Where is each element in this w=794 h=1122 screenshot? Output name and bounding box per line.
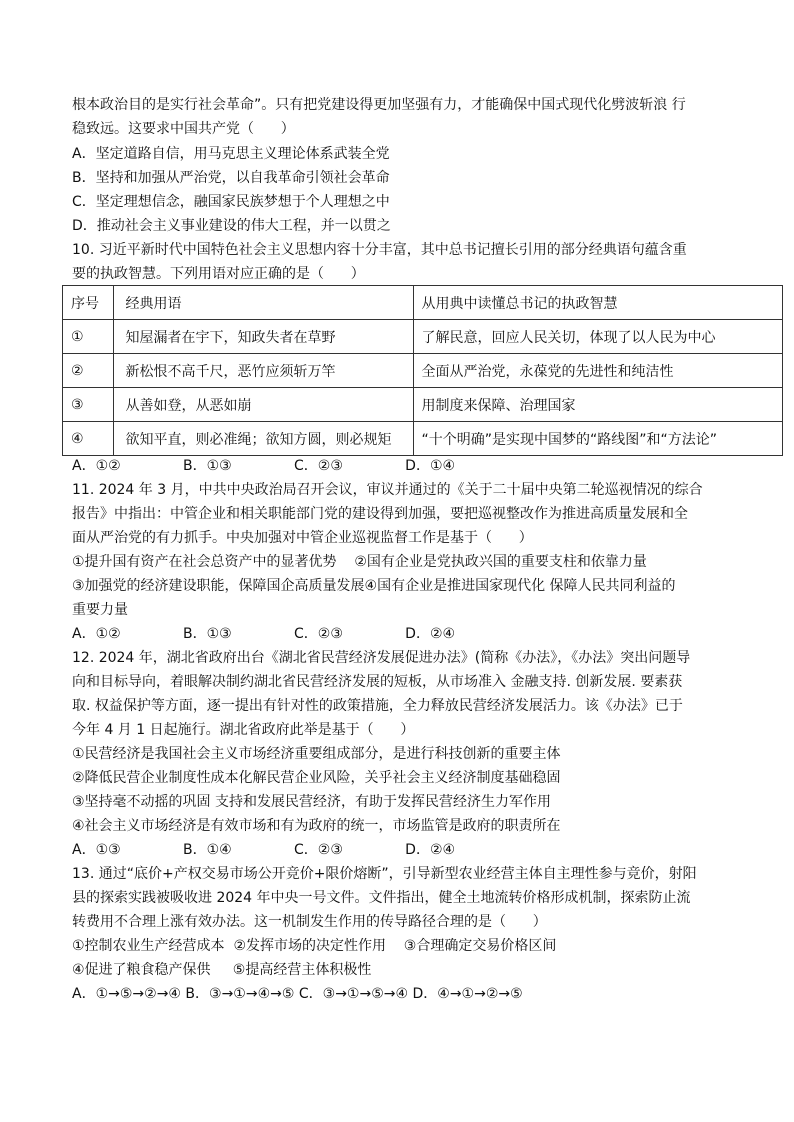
q11-line6: 重要力量	[72, 602, 128, 618]
table-header-row	[63, 286, 783, 320]
q9-option-a: A．坚定道路自信，用马克思主义理论体系武装全党	[72, 146, 390, 162]
row-phrase: 新松恨不高千尺，恶竹应须斩万竿	[113, 354, 413, 388]
q13-line4: ①控制农业生产经营成本 ②发挥市场的决定性作用 ③合理确定交易价格区间	[72, 938, 557, 954]
row-index: ③	[63, 388, 114, 422]
q12-line7: ③坚持毫不动摇的巩固 支持和发展民营经济，有助于发挥民营经济生力军作用	[72, 794, 551, 810]
row-phrase: 从善如登，从恶如崩	[113, 388, 413, 422]
header-governance-wisdom: 从用典中读懂总书记的执政智慧	[413, 286, 782, 320]
q13-line3: 转费用不合理上涨有效办法。这一机制发生作用的传导路径合理的是（ ）	[72, 914, 547, 930]
q9-option-c: C．坚定理想信念，融国家民族梦想于个人理想之中	[72, 194, 390, 210]
row-phrase: 欲知平直，则必准绳；欲知方圆，则必规矩	[113, 422, 413, 456]
q11-options: A．①② B．①③ C．②③ D．②④	[72, 626, 456, 642]
row-wisdom: 全面从严治党，永葆党的先进性和纯洁性	[413, 354, 782, 388]
q11-line5: ③加强党的经济建设职能，保障国企高质量发展④国有企业是推进国家现代化 保障人民共同利益的	[72, 578, 676, 594]
q13-line2: 县的探索实践被吸收进 2024 年中央一号文件。文件指出，健全土地流转价格形成机制，探索防止流	[72, 890, 691, 906]
table-row	[63, 422, 783, 456]
row-wisdom: 用制度来保障、治理国家	[413, 388, 782, 422]
q13-options: A．①→⑤→②→④ B．③→①→④→⑤ C．③→①→⑤→④ D．④→①→②→⑤	[72, 986, 523, 1002]
q12-line5: ①民营经济是我国社会主义市场经济重要组成部分，是进行科技创新的重要主体	[72, 746, 561, 762]
table-row	[63, 388, 783, 422]
q11-line3: 面从严治党的有力抓手。中央加强对中管企业巡视监督工作是基于（ ）	[72, 530, 533, 546]
q9-option-b: B．坚持和加强从严治党，以自我革命引领社会革命	[72, 170, 390, 186]
q12-line4: 今年 4 月 1 日起施行。湖北省政府此举是基于（ ）	[72, 722, 415, 738]
q10-options: A．①② B．①③ C．②③ D．①④	[72, 458, 456, 474]
q12-options: A．①③ B．①④ C．②③ D．②④	[72, 842, 456, 858]
q11-line4: ①提升国有资产在社会总资产中的显著优势 ②国有企业是党执政兴国的重要支柱和依靠力量	[72, 554, 647, 570]
q12-line8: ④社会主义市场经济是有效市场和有为政府的统一，市场监管是政府的职责所在	[72, 818, 561, 834]
row-index: ④	[63, 422, 114, 456]
q9-stem-line1: 根本政治目的是实行社会革命”。只有把党建设得更加坚强有力，才能确保中国式现代化劈波斩浪 行	[72, 97, 686, 113]
q13-line1: 13. 通过“底价+产权交易市场公开竞价+限价熔断”，引导新型农业经营主体自主理性参与竞价，射阳	[72, 866, 697, 882]
row-phrase: 知屋漏者在宇下，知政失者在草野	[113, 320, 413, 354]
q9-stem-line2: 稳致远。这要求中国共产党（ ）	[72, 121, 295, 137]
q13-line5: ④促进了粮食稳产保供 ⑤提高经营主体积极性	[72, 962, 372, 978]
q12-line6: ②降低民营企业制度性成本化解民营企业风险，关乎社会主义经济制度基础稳固	[72, 770, 561, 786]
header-classic-phrase: 经典用语	[113, 286, 413, 320]
table-row	[63, 320, 783, 354]
q12-line1: 12. 2024 年，湖北省政府出台《湖北省民营经济发展促进办法》(简称《办法》，《办法》突出问题导	[72, 650, 691, 666]
q10-stem-line2: 要的执政智慧。下列用语对应正确的是（ ）	[72, 266, 365, 282]
q11-line1: 11. 2024 年 3 月，中共中央政治局召开会议，审议并通过的《关于二十届中央第二轮巡视情况的综合	[72, 482, 703, 498]
header-index: 序号	[63, 286, 114, 320]
table-row	[63, 354, 783, 388]
row-wisdom: 了解民意，回应人民关切，体现了以人民为中心	[413, 320, 782, 354]
q12-line3: 取. 权益保护等方面，逐一提出有针对性的政策措施，全力释放民营经济发展活力。该《办法》已于	[72, 698, 683, 714]
q11-line2: 报告》中指出：中管企业和相关职能部门党的建设得到加强，要把巡视整改作为推进高质量发展和全	[72, 506, 688, 522]
q10-table	[62, 285, 783, 456]
row-index: ①	[63, 320, 114, 354]
q9-option-d: D．推动社会主义事业建设的伟大工程，并一以贯之	[72, 218, 391, 234]
row-wisdom: “十个明确”是实现中国梦的“路线图”和“方法论”	[413, 422, 782, 456]
row-index: ②	[63, 354, 114, 388]
q12-line2: 向和目标导向，着眼解决制约湖北省民营经济发展的短板，从市场准入 金融支持. 创新发展. 要素获	[72, 674, 683, 690]
q10-stem-line1: 10. 习近平新时代中国特色社会主义思想内容十分丰富，其中总书记擅长引用的部分经典语句蕴含重	[72, 242, 687, 258]
